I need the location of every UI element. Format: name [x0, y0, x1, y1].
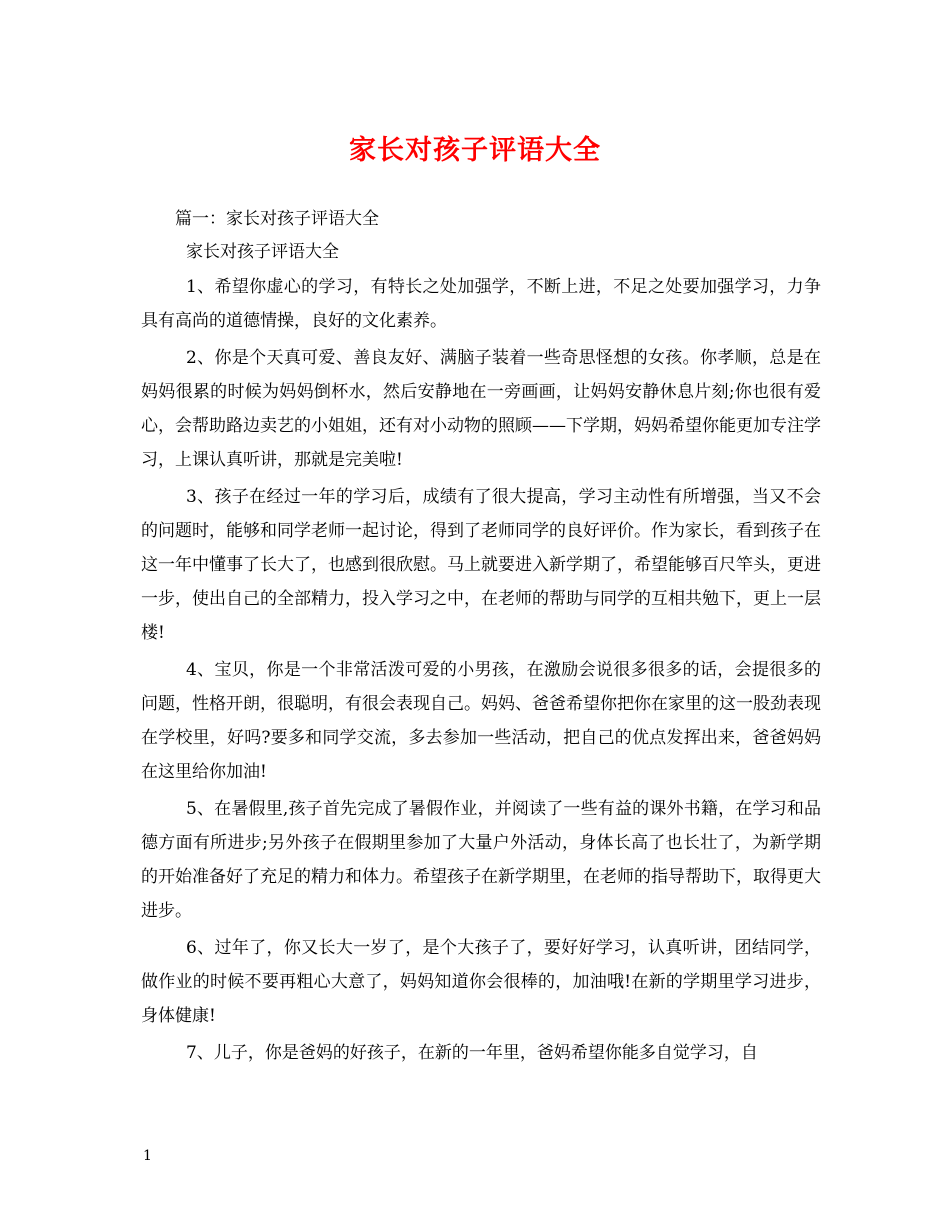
section-heading: 篇一：家长对孩子评语大全	[175, 209, 379, 229]
paragraph-2: 2、你是个天真可爱、善良友好、满脑子装着一些奇思怪想的女孩。你孝顺，总是在妈妈很累的时候为妈妈倒杯水，然后安静地在一旁画画，让妈妈安静休息片刻;你也很有爱心，会帮助路边卖艺的小姐姐，还有对小动物的照顾——下学期，妈妈希望你能更加专注学习，上课认真听讲，那就是完美啦!	[141, 348, 821, 470]
paragraph-4: 4、宝贝，你是一个非常活泼可爱的小男孩，在激励会说很多很多的话，会提很多的问题，性格开朗，很聪明，有很会表现自己。妈妈、爸爸希望你把你在家里的这一股劲表现在学校里，好吗?要多和同学交流，多去参加一些活动，把自己的优点发挥出来，爸爸妈妈在这里给你加油!	[141, 660, 821, 782]
paragraph-6: 6、过年了，你又长大一岁了，是个大孩子了，要好好学习，认真听讲，团结同学，做作业的时候不要再粗心大意了，妈妈知道你会很棒的，加油哦!在新的学期里学习进步，身体健康!	[141, 938, 821, 1026]
subheading: 家长对孩子评语大全	[186, 242, 339, 262]
paragraph-1: 1、希望你虚心的学习，有特长之处加强学，不断上进，不足之处要加强学习，力争具有高尚的道德情操，良好的文化素养。	[141, 277, 821, 331]
document-title: 家长对孩子评语大全	[349, 135, 601, 166]
paragraph-5: 5、在暑假里,孩子首先完成了暑假作业，并阅读了一些有益的课外书籍，在学习和品德方面有所进步;另外孩子在假期里参加了大量户外活动，身体长高了也长壮了，为新学期的开始准备好了充足的精力和体力。希望孩子在新学期里，在老师的指导帮助下，取得更大进步。	[141, 799, 821, 921]
paragraph-7: 7、儿子，你是爸妈的好孩子，在新的一年里，爸妈希望你能多自觉学习，自	[186, 1043, 758, 1063]
page-number: 1	[143, 1148, 152, 1164]
paragraph-3: 3、孩子在经过一年的学习后，成绩有了很大提高，学习主动性有所增强，当又不会的问题时，能够和同学老师一起讨论，得到了老师同学的良好评价。作为家长，看到孩子在这一年中懂事了长大了，也感到很欣慰。马上就要进入新学期了，希望能够百尺竿头，更进一步，使出自己的全部精力，投入学习之中，在老师的帮助与同学的互相共勉下，更上一层楼!	[141, 487, 821, 643]
document-body	[141, 270, 821, 1073]
